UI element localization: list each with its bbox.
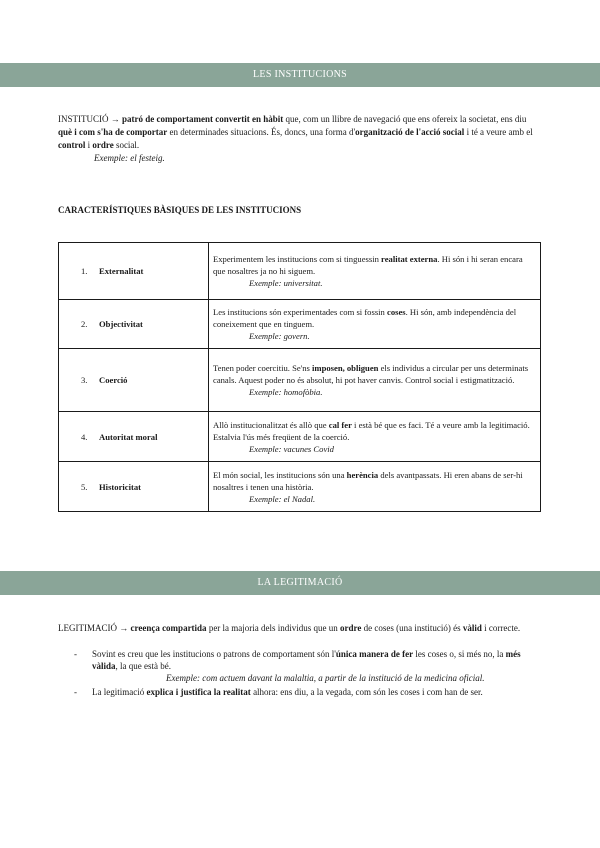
row-description: [209, 243, 541, 300]
row-label: [59, 412, 209, 462]
row-example: Exemple: homofòbia.: [249, 387, 323, 397]
text: Experimentem les institucions com si tinguessin: [213, 254, 382, 264]
row-name: Historicitat: [99, 481, 141, 492]
section-header-legitimacio: LA LEGITIMACIÓ: [0, 571, 600, 595]
row-name: Coerció: [99, 375, 128, 385]
text: per la majoria dels individus que un: [206, 623, 341, 633]
text-bold: ordre: [340, 623, 362, 633]
table-row: [59, 243, 541, 300]
text-bold: més vàlida: [92, 649, 521, 671]
row-description: [209, 412, 541, 462]
text-bold: imposen, obliguen: [312, 363, 379, 373]
text: i correcte.: [481, 623, 521, 633]
row-label: [59, 349, 209, 412]
text: . Hi són, amb independència del coneixement que en tinguem.: [213, 307, 517, 329]
text: La legitimació: [92, 687, 147, 697]
table-row: [59, 462, 541, 512]
text: , la que està bé.: [115, 661, 171, 671]
row-description: [209, 349, 541, 412]
row-description: [209, 462, 541, 512]
definition-example: Exemple: el festeig.: [94, 153, 165, 163]
text: Sovint es creu que les institucions o patrons de comportament són l': [92, 649, 336, 659]
row-label: [59, 300, 209, 349]
row-number: 5.: [81, 481, 88, 492]
text: en determinades situacions. És, doncs, una forma d': [167, 127, 356, 137]
text-bold: què i com s'ha de comportar: [58, 127, 168, 137]
list-item: [58, 686, 542, 698]
row-example: Exemple: vacunes Covid: [249, 443, 334, 454]
definition-paragraph: [58, 113, 542, 165]
legitimacy-paragraph: [58, 622, 542, 635]
text: les coses o, si més no, la: [413, 649, 506, 659]
term: LEGITIMACIÓ: [58, 623, 117, 633]
row-number: 2.: [81, 319, 88, 329]
text-bold: herència: [346, 469, 379, 480]
table-row: [59, 412, 541, 462]
row-name: Externalitat: [99, 266, 144, 276]
characteristics-table: [58, 242, 541, 512]
row-label: [59, 243, 209, 300]
text: El món social, les institucions són una: [213, 469, 347, 480]
row-number: 1.: [81, 266, 88, 276]
text: . Hi són i hi seran encara que nosaltres ja no hi siguem.: [213, 254, 523, 276]
table-row: [59, 349, 541, 412]
text-bold: patró de comportament convertit en hàbit: [122, 114, 284, 124]
text: dels avantpassats. Hi eren abans de ser-hi nosaltres i tenen una història.: [213, 469, 523, 492]
text-bold: vàlid: [462, 623, 482, 633]
row-number: 4.: [81, 431, 88, 442]
section-header-institucions: LES INSTITUCIONS: [0, 63, 600, 87]
list-item: [58, 648, 542, 684]
text: els individus a circular per uns determinats canals. Aquest poder no és absolut, hi pot haver canvis. Control social i estigmatització.: [213, 363, 529, 385]
text: alhora: ens diu, a la vegada, com són les coses i com han de ser.: [250, 687, 483, 697]
text: Allò institucionalitzat és allò que: [213, 419, 329, 430]
table-row: [59, 300, 541, 349]
legitimacy-list: [58, 648, 542, 700]
text-bold: cal fer: [328, 419, 352, 430]
text: Les institucions són experimentades com si fossin: [213, 307, 387, 317]
arrow: →: [119, 623, 129, 633]
row-description: [209, 300, 541, 349]
arrow: →: [110, 114, 120, 124]
row-example: Exemple: universitat.: [249, 278, 323, 288]
text-bold: creença compartida: [130, 623, 207, 633]
row-number: 3.: [81, 375, 88, 385]
characteristics-heading: CARACTERÍSTIQUES BÀSIQUES DE LES INSTITUCIONS: [58, 205, 302, 215]
row-label: [59, 462, 209, 512]
text-bold: única manera de fer: [335, 649, 414, 659]
list-item-example: Exemple: com actuem davant la malaltia, a partir de la institució de la medicina oficial.: [166, 673, 485, 683]
text-bold: coses: [387, 307, 406, 317]
text-bold: organització de l'acció social: [355, 127, 465, 137]
list-bullet: -: [74, 687, 77, 697]
text-bold: ordre: [92, 140, 114, 150]
term: INSTITUCIÓ: [58, 114, 109, 124]
row-example: Exemple: govern.: [249, 331, 310, 341]
text-bold: control: [58, 140, 86, 150]
row-name: Autoritat moral: [99, 431, 158, 442]
row-example: Exemple: el Nadal.: [249, 493, 316, 504]
text: de coses (una institució) és: [361, 623, 463, 633]
text: que, com un llibre de navegació que ens ofereix la societat, ens diu: [283, 114, 527, 124]
text: i està bé que es faci. Té a veure amb la legitimació. Estalvia l'ús més freqüent de la coerció.: [213, 419, 530, 442]
text: i: [85, 140, 93, 150]
text: i té a veure amb el: [464, 127, 533, 137]
text: Tenen poder coercitiu. Se'ns: [213, 363, 313, 373]
text-bold: explica i justifica la realitat: [146, 687, 251, 697]
text-bold: realitat externa: [381, 254, 438, 264]
row-name: Objectivitat: [99, 319, 143, 329]
list-bullet: -: [74, 649, 77, 659]
text: social.: [113, 140, 140, 150]
